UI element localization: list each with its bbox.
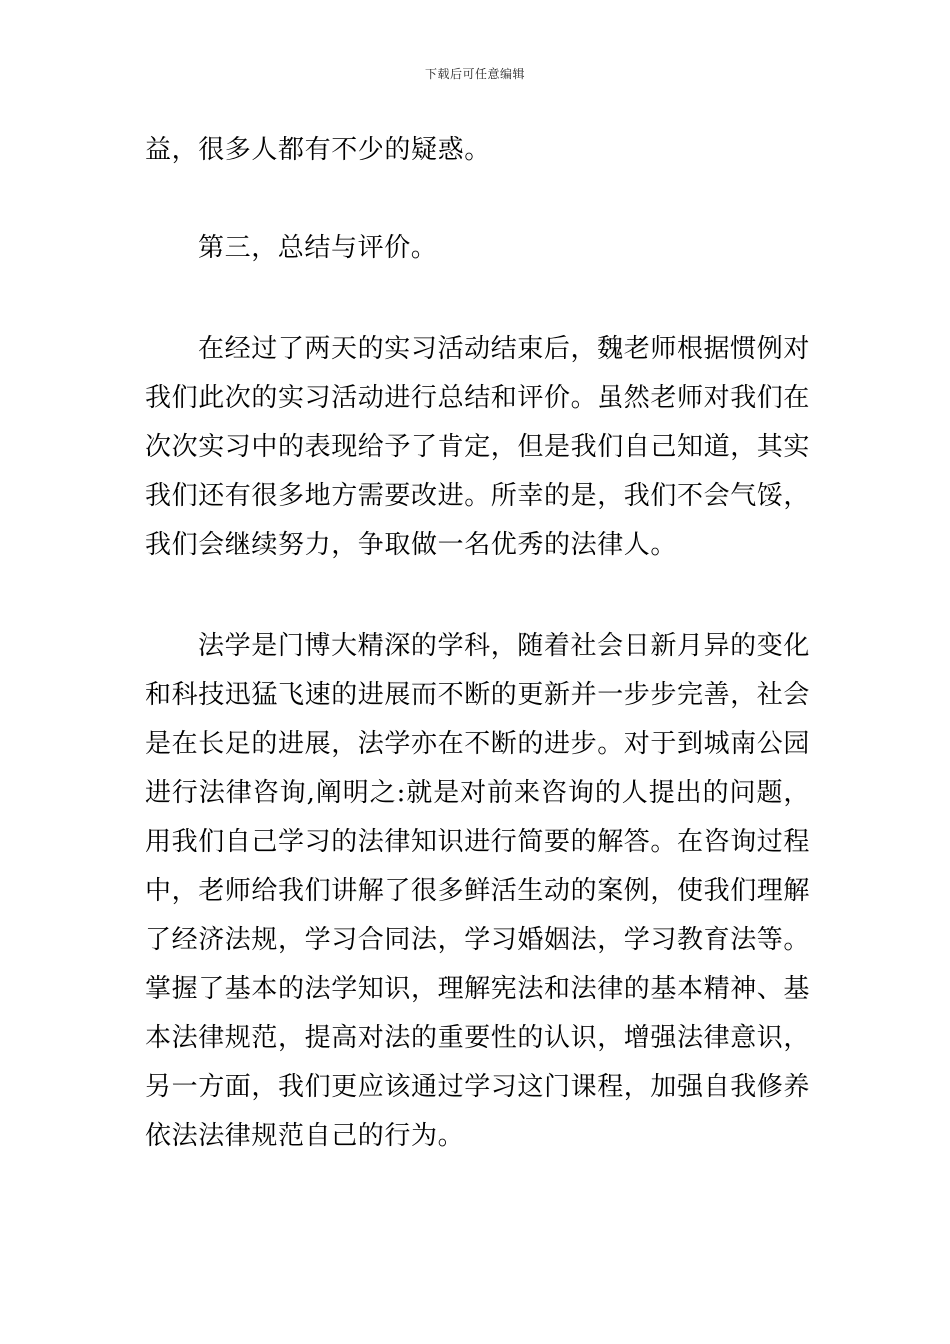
page-header: 下载后可任意编辑 bbox=[424, 67, 525, 81]
section-heading-summary: 第三，总结与评价。 bbox=[198, 233, 438, 263]
paragraph-law-study: 法学是门博大精深的学科，随着社会日新月异的变化和科技迅猛飞速的进展而不断的更新并一步步完善，社会是在长足的进展，法学亦在不断的进步。对于到城南公园进行法律咨询,阐明之:就是对前来咨询的人提出的问题，用我们自己学习的法律知识进行简要的解答。在咨询过程中，老师给我们讲解了很多鲜活生动的案例，使我们理解了经济法规，学习合同法，学习婚姻法，学习教育法等。掌握了基本的法学知识，理解宪法和法律的基本精神、基本法律规范，提高对法的重要性的认识，增强法律意识，另一方面，我们更应该通过学习这门课程，加强自我修养依法法律规范自己的行为。 bbox=[145, 631, 811, 1151]
paragraph-continuation: 益，很多人都有不少的疑惑。 bbox=[145, 135, 491, 165]
paragraph-evaluation: 在经过了两天的实习活动结束后，魏老师根据惯例对我们此次的实习活动进行总结和评价。虽然老师对我们在次次实习中的表现给予了肯定，但是我们自己知道，其实我们还有很多地方需要改进。所幸的是，我们不会气馁，我们会继续努力，争取做一名优秀的法律人。 bbox=[145, 334, 811, 560]
